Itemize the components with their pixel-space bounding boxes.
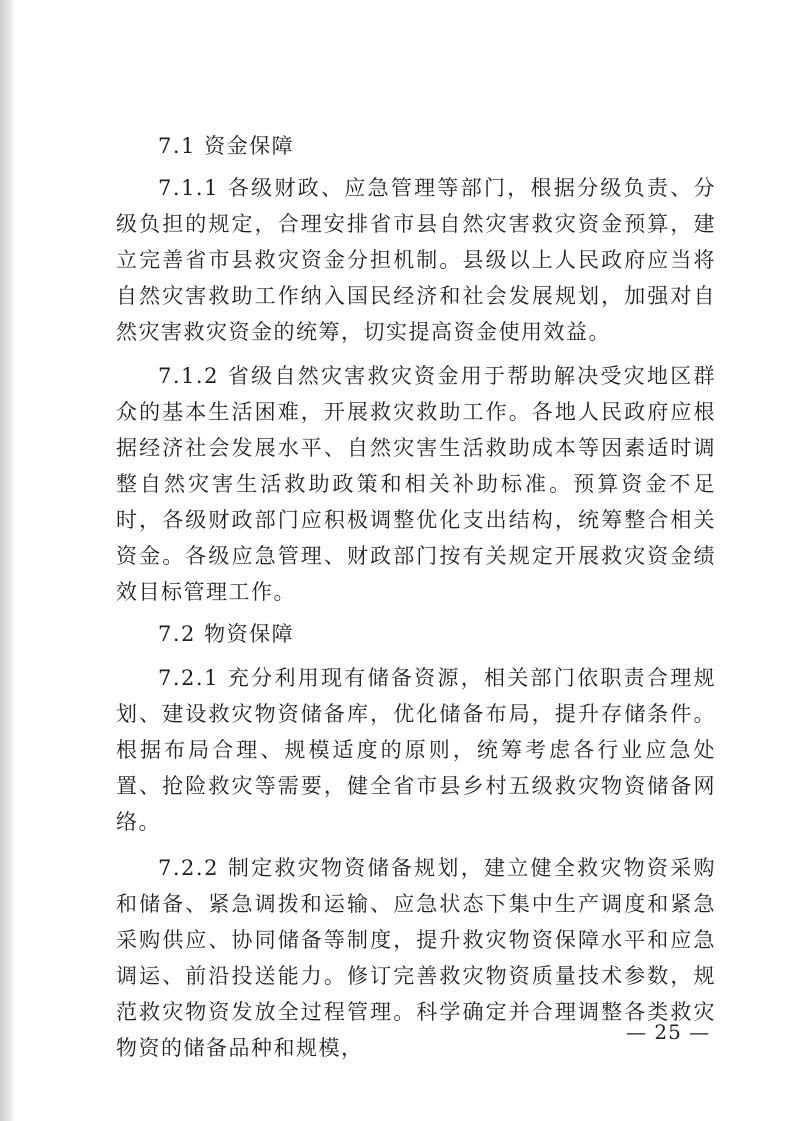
section-heading-7-2: 7.2 物资保障 [158,622,295,646]
paragraph-7-2-2: 7.2.2 制定救灾物资储备规划，建立健全救灾物资采购和储备、紧急调拨和运输、应急状态下集中生产调度和紧急采购供应、协同储备等制度，提升救灾物资保障水平和应急调运、前沿投送能力。修订完善救灾物资质量技术参数，规范救灾物资发放全过程管理。科学确定并合理调整各类救灾物资的储备品种和规模， [116,856,716,1060]
scan-left-edge [0,0,14,1121]
section-heading-7-1: 7.1 资金保障 [158,134,295,158]
paragraph-7-1-1: 7.1.1 各级财政、应急管理等部门，根据分级负责、分级负担的规定，合理安排省市县自然灾害救灾资金预算，建立完善省市县救灾资金分担机制。县级以上人民政府应当将自然灾害救助工作纳入国民经济和社会发展规划，加强对自然灾害救灾资金的统筹，切实提高资金使用效益。 [116,176,716,344]
page-number: — 25 — [626,1020,711,1044]
paragraph-7-2-1: 7.2.1 充分利用现有储备资源，相关部门依职责合理规划、建设救灾物资储备库，优化储备布局，提升存储条件。根据布局合理、规模适度的原则，统筹考虑各行业应急处置、抢险救灾等需要，健全省市县乡村五级救灾物资储备网络。 [116,666,716,834]
document-page [14,0,793,1121]
document-body [116,128,716,1066]
paragraph-7-1-2: 7.1.2 省级自然灾害救灾资金用于帮助解决受灾地区群众的基本生活困难，开展救灾救助工作。各地人民政府应根据经济社会发展水平、自然灾害生活救助成本等因素适时调整自然灾害生活救助政策和相关补助标准。预算资金不足时，各级财政部门应积极调整优化支出结构，统筹整合相关资金。各级应急管理、财政部门按有关规定开展救灾资金绩效目标管理工作。 [116,364,716,604]
